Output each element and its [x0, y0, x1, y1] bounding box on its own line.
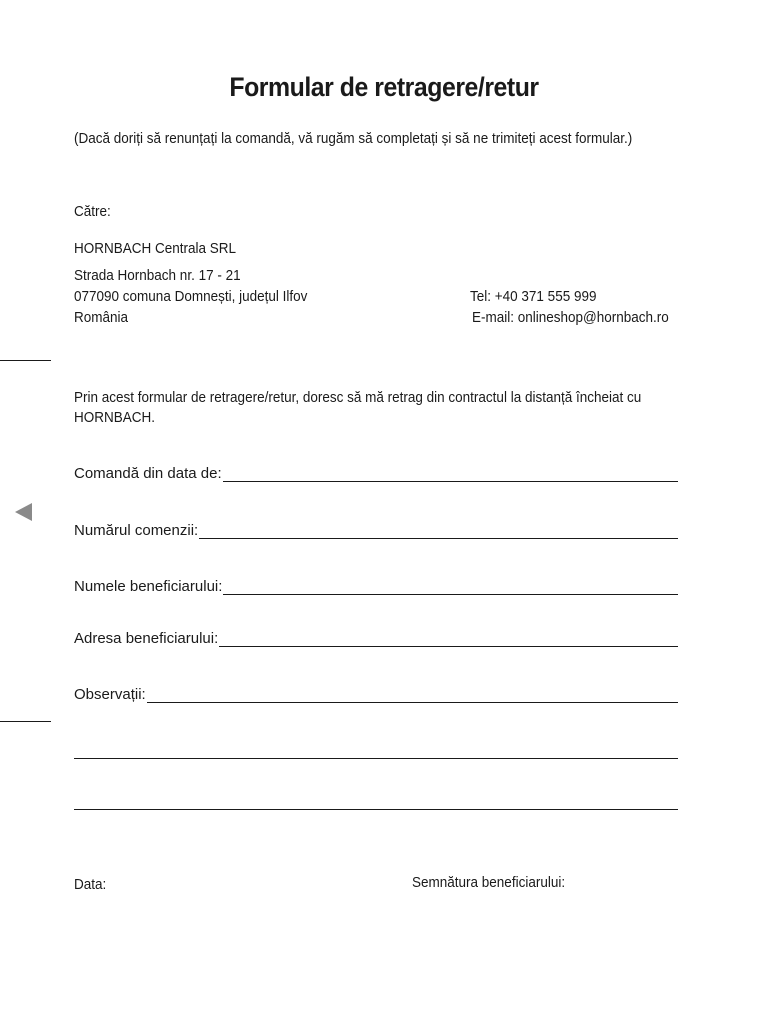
observations-extra-line-1[interactable] [74, 758, 678, 759]
order-date-input-line[interactable] [223, 481, 678, 482]
beneficiary-name-label: Numele beneficiarului: [74, 578, 223, 595]
recipient-city: 077090 comuna Domnești, județul Ilfov [74, 288, 308, 305]
recipient-country: România [74, 309, 129, 326]
form-instructions: (Dacă doriți să renunțați la comandă, vă rugăm să completați și să ne trimiteți acest formular.) [74, 130, 633, 147]
beneficiary-address-field[interactable] [74, 628, 678, 648]
order-number-field[interactable] [74, 520, 678, 540]
previous-page-arrow-icon[interactable] [15, 503, 32, 521]
beneficiary-name-field[interactable] [74, 576, 678, 596]
beneficiary-name-input-line[interactable] [223, 594, 678, 595]
recipient-street: Strada Hornbach nr. 17 - 21 [74, 267, 241, 284]
fold-mark-top [0, 360, 51, 361]
page-title: Formular de retragere/retur [229, 72, 539, 102]
observations-label: Observații: [74, 686, 146, 703]
order-date-label: Comandă din data de: [74, 465, 222, 482]
recipient-label: Către: [74, 203, 111, 220]
observations-extra-line-2[interactable] [74, 809, 678, 810]
recipient-phone: Tel: +40 371 555 999 [470, 288, 597, 305]
observations-input-line[interactable] [147, 702, 678, 703]
date-label: Data: [74, 876, 107, 893]
observations-field[interactable] [74, 684, 678, 704]
recipient-company: HORNBACH Centrala SRL [74, 240, 237, 257]
signature-label: Semnătura beneficiarului: [412, 874, 566, 891]
fold-mark-bottom [0, 721, 51, 722]
beneficiary-address-input-line[interactable] [219, 646, 678, 647]
order-date-field[interactable] [74, 463, 678, 483]
order-number-input-line[interactable] [199, 538, 678, 539]
order-number-label: Numărul comenzii: [74, 522, 199, 539]
beneficiary-address-label: Adresa beneficiarului: [74, 630, 219, 647]
declaration-text: Prin acest formular de retragere/retur, doresc să mă retrag din contractul la distanță încheiat cu HORNBACH. [74, 389, 642, 426]
recipient-email: E-mail: onlineshop@hornbach.ro [472, 309, 669, 326]
